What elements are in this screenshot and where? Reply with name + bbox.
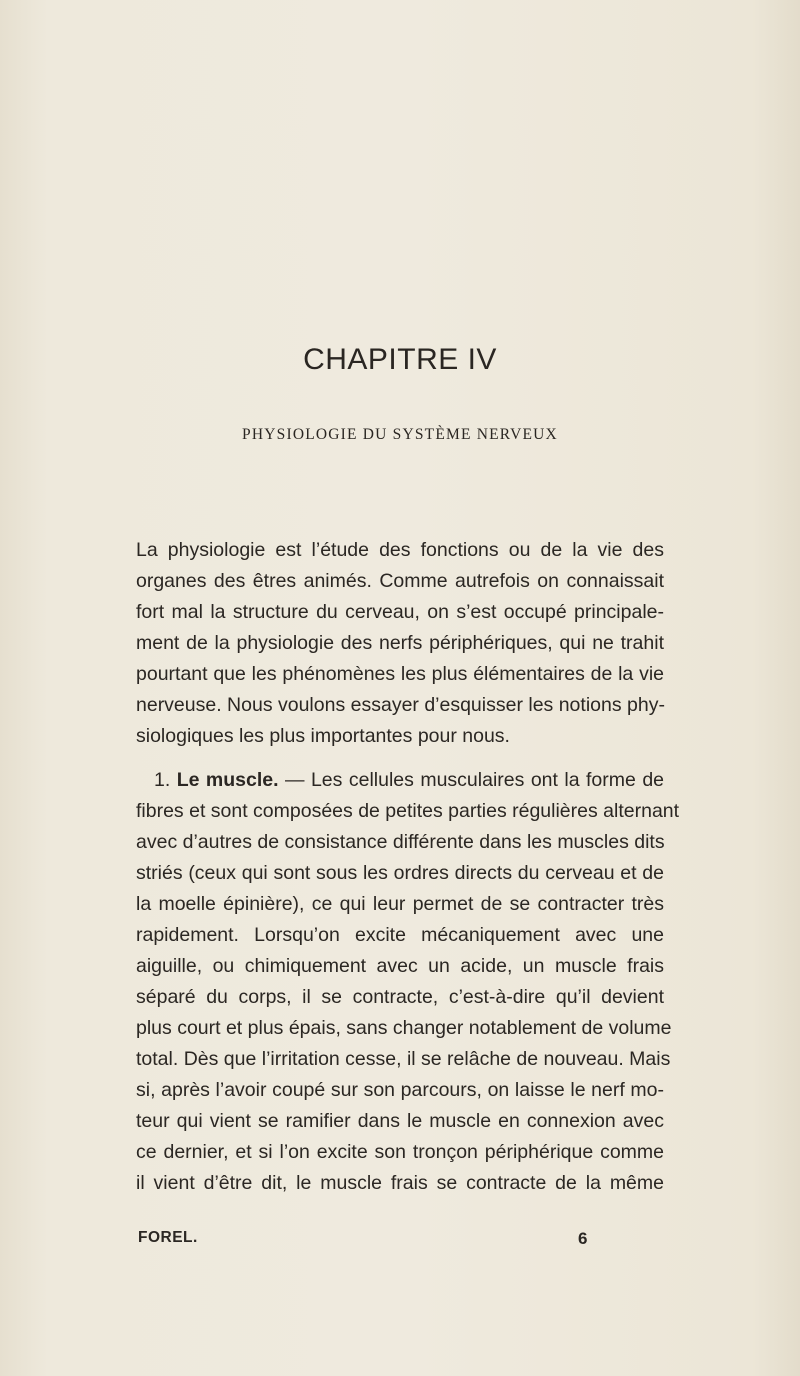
text-line: rapidement. Lorsqu’on excite mécaniquement avec une <box>136 924 664 946</box>
text-line: aiguille, ou chimiquement avec un acide, un muscle frais <box>136 955 664 977</box>
text-line: fibres et sont composées de petites parties régulières alternant <box>136 800 680 822</box>
first-line-text: — Les cellules musculaires ont la forme de <box>278 769 665 791</box>
paragraph-muscle <box>136 765 680 1199</box>
section-heading: Le muscle. <box>176 769 279 791</box>
text-line: ce dernier, et si l’on excite son tronçon périphérique comme <box>136 1141 664 1163</box>
text-line: plus court et plus épais, sans changer notablement de volume <box>136 1017 672 1039</box>
section-title: PHYSIOLOGIE DU SYSTÈME NERVEUX <box>242 426 558 443</box>
footer-author: FOREL. <box>138 1229 198 1246</box>
text-line: fort mal la structure du cerveau, on s’est occupé principale- <box>136 601 664 623</box>
paragraph-intro <box>136 535 664 752</box>
text-line: La physiologie est l’étude des fonctions ou de la vie des <box>136 539 664 561</box>
text-line: si, après l’avoir coupé sur son parcours, on laisse le nerf mo- <box>136 1079 664 1101</box>
text-line: avec d’autres de consistance différente dans les muscles dits <box>136 831 665 853</box>
text-line: pourtant que les phénomènes les plus élémentaires de la vie <box>136 663 664 685</box>
text-line: total. Dès que l’irritation cesse, il se relâche de nouveau. Mais <box>136 1048 671 1070</box>
text-line: organes des êtres animés. Comme autrefois on connaissait <box>136 570 664 592</box>
text-line: striés (ceux qui sont sous les ordres directs du cerveau et de <box>136 862 664 884</box>
text-line: la moelle épinière), ce qui leur permet de se contracter très <box>136 893 664 915</box>
text-line: il vient d’être dit, le muscle frais se contracte de la même <box>136 1172 664 1194</box>
section-number: 1. <box>154 769 171 791</box>
chapter-title: CHAPITRE IV <box>303 343 497 376</box>
text-line: nerveuse. Nous voulons essayer d’esquisser les notions phy- <box>136 694 665 716</box>
text-line: teur qui vient se ramifier dans le muscle en connexion avec <box>136 1110 664 1132</box>
text-line: séparé du corps, il se contracte, c’est-à-dire qu’il devient <box>136 986 664 1008</box>
text-line-first <box>136 765 664 796</box>
text-line: ment de la physiologie des nerfs périphériques, qui ne trahit <box>136 632 664 654</box>
signature-number: 6 <box>578 1229 588 1248</box>
text-line: siologiques les plus importantes pour nous. <box>136 725 510 747</box>
